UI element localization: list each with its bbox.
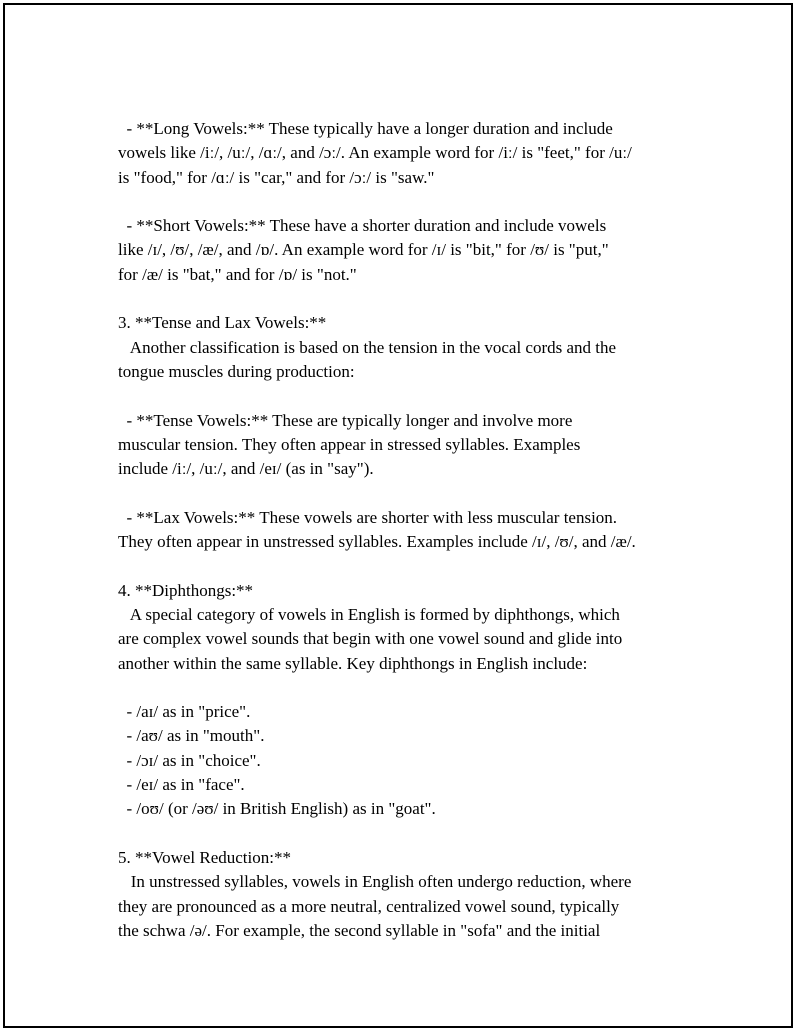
section-heading: 3. **Tense and Lax Vowels:** xyxy=(118,313,327,333)
text-line: tongue muscles during production: xyxy=(118,361,355,381)
blank-line xyxy=(118,287,718,311)
list-item: - /oʊ/ (or /əʊ/ in British English) as in "goat". xyxy=(118,799,436,819)
text-line: A special category of vowels in English is formed by diphthongs, which xyxy=(118,604,620,624)
text-line: muscular tension. They often appear in stressed syllables. Examples xyxy=(118,434,581,454)
text-line: for /æ/ is "bat," and for /ɒ/ is "not." xyxy=(118,264,357,284)
list-item: - /aɪ/ as in "price". xyxy=(118,702,251,722)
text-line: - **Short Vowels:** These have a shorter duration and include vowels xyxy=(118,216,607,236)
list-item: - /aʊ/ as in "mouth". xyxy=(118,726,265,746)
text-line: include /iː/, /uː/, and /eɪ/ (as in "say"). xyxy=(118,459,374,479)
text-line: - **Lax Vowels:** These vowels are shorter with less muscular tension. xyxy=(118,507,618,527)
list-item: - /eɪ/ as in "face". xyxy=(118,775,245,795)
section-heading: 4. **Diphthongs:** xyxy=(118,580,254,600)
text-line: vowels like /iː/, /uː/, /ɑː/, and /ɔː/. An example word for /iː/ is "feet," for /uː/ xyxy=(118,143,632,163)
text-line: another within the same syllable. Key diphthongs in English include: xyxy=(118,653,588,673)
text-line: In unstressed syllables, vowels in English often undergo reduction, where xyxy=(118,872,632,892)
blank-line xyxy=(118,384,718,408)
text-line: the schwa /ə/. For example, the second syllable in "sofa" and the initial xyxy=(118,920,601,940)
text-line: They often appear in unstressed syllables. Examples include /ɪ/, /ʊ/, and /æ/. xyxy=(118,532,636,552)
document-body xyxy=(118,117,718,943)
blank-line xyxy=(118,554,718,578)
list-item: - /ɔɪ/ as in "choice". xyxy=(118,750,261,770)
text-line: Another classification is based on the tension in the vocal cords and the xyxy=(118,337,617,357)
text-line: is "food," for /ɑː/ is "car," and for /ɔː/ is "saw." xyxy=(118,167,435,187)
blank-line xyxy=(118,676,718,700)
blank-line xyxy=(118,822,718,846)
blank-line xyxy=(118,481,718,505)
text-line: like /ɪ/, /ʊ/, /æ/, and /ɒ/. An example word for /ɪ/ is "bit," for /ʊ/ is "put," xyxy=(118,240,609,260)
text-line: they are pronounced as a more neutral, centralized vowel sound, typically xyxy=(118,896,620,916)
text-line: are complex vowel sounds that begin with one vowel sound and glide into xyxy=(118,629,623,649)
text-line: - **Long Vowels:** These typically have a longer duration and include xyxy=(118,119,613,138)
blank-line xyxy=(118,190,718,214)
section-heading: 5. **Vowel Reduction:** xyxy=(118,847,291,867)
text-line: - **Tense Vowels:** These are typically longer and involve more xyxy=(118,410,573,430)
